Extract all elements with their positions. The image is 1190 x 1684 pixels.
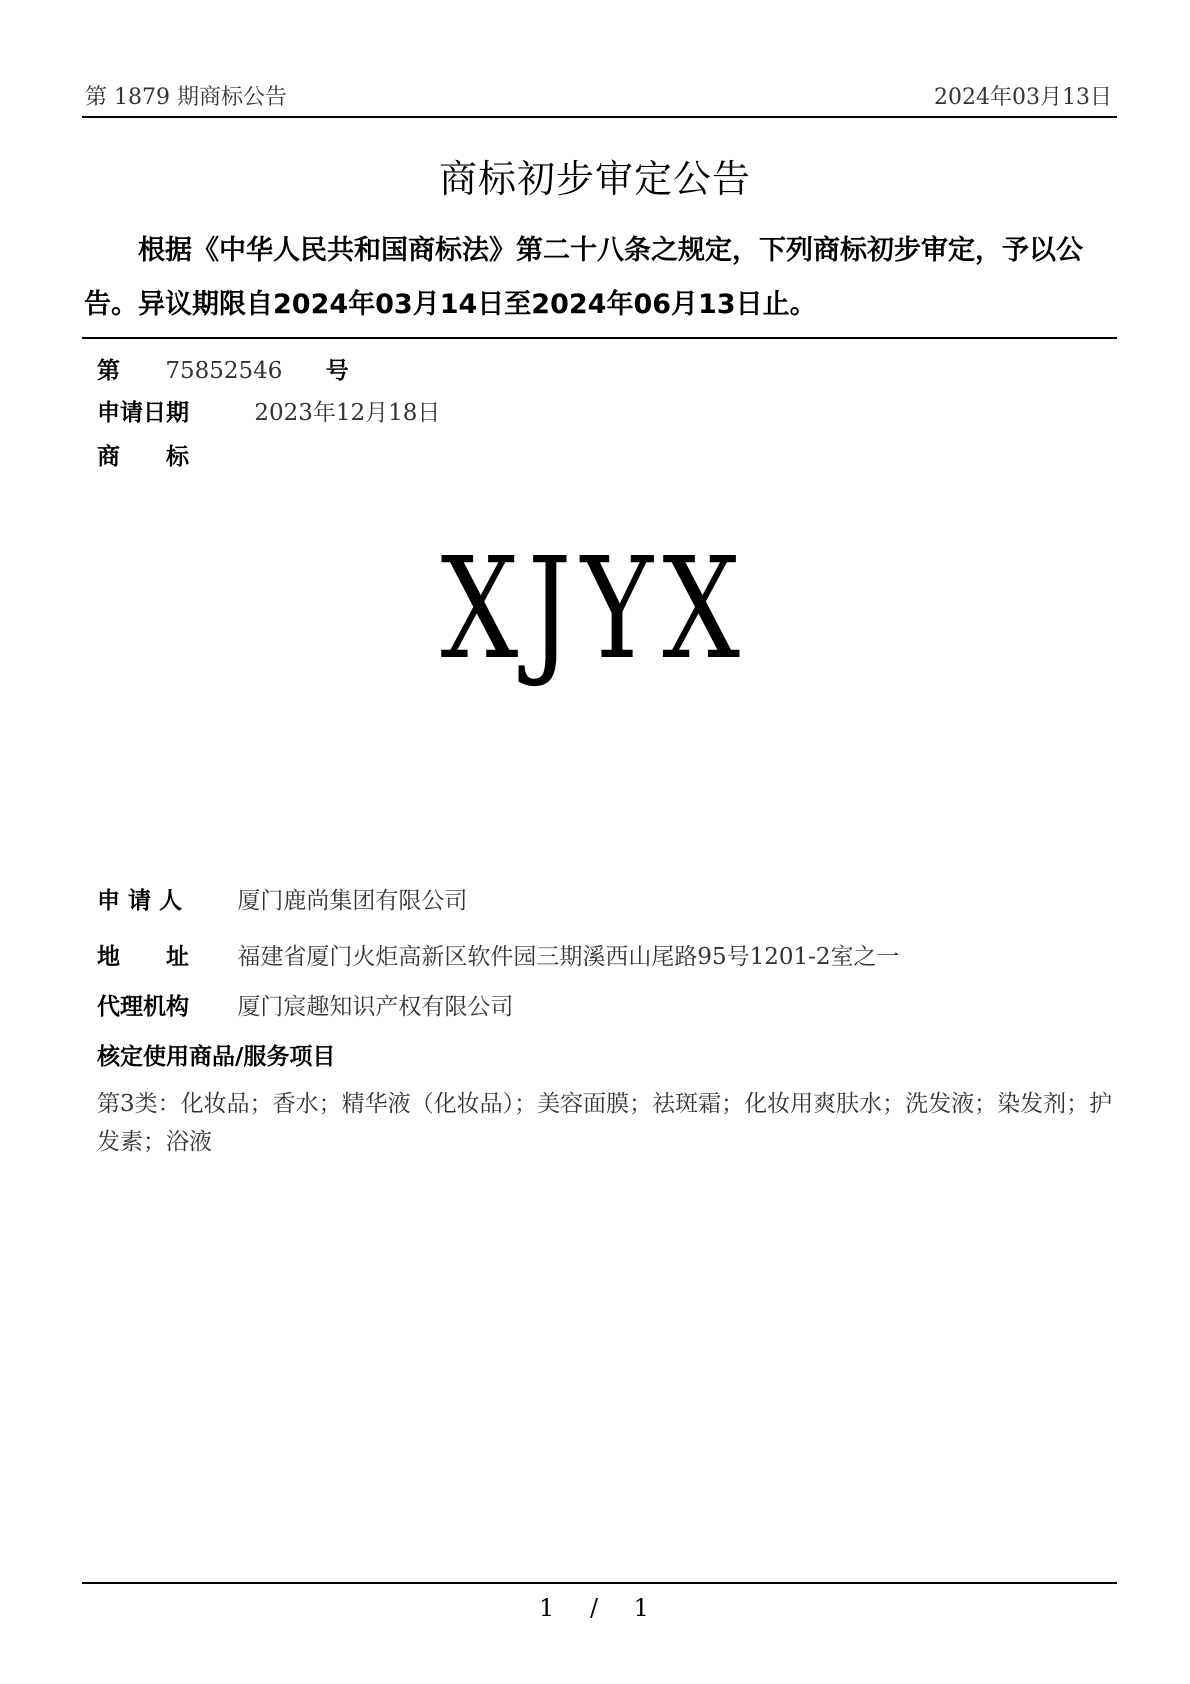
footer-rule [82, 1582, 1117, 1584]
registration-prefix: 第 [97, 358, 120, 384]
mark-row [97, 438, 189, 471]
address-row [97, 938, 900, 971]
trademark-text: XJYX [440, 528, 750, 691]
mark-label: 商 标 [97, 444, 189, 470]
agency-value: 厦门宸趣知识产权有限公司 [237, 994, 514, 1020]
applicant-row [97, 882, 467, 915]
applicant-label: 申 请 人 [97, 888, 183, 914]
header-rule [82, 116, 1117, 118]
issue-number: 第 1879 期商标公告 [85, 85, 287, 110]
publication-date: 2024年03月13日 [934, 85, 1112, 110]
goods-heading-row [97, 1038, 335, 1071]
section-rule [82, 337, 1117, 339]
page-number: 1 / 1 [539, 1594, 651, 1622]
goods-list: 第3类：化妆品；香水；精华液（化妆品）；美容面膜；祛斑霜；化妆用爽肤水；洗发液；染发剂；护发素；浴液 [97, 1091, 1113, 1155]
address-label: 地 址 [97, 944, 189, 970]
intro-paragraph: 根据《中华人民共和国商标法》第二十八条之规定，下列商标初步审定，予以公告。异议期限自2024年03月14日至2024年06月13日止。 [84, 235, 1083, 320]
goods-label: 核定使用商品/服务项目 [97, 1044, 336, 1070]
address-value: 福建省厦门火炬高新区软件园三期溪西山尾路95号1201-2室之一 [237, 944, 900, 970]
agency-row [97, 988, 513, 1021]
applicant-value: 厦门鹿尚集团有限公司 [237, 888, 468, 914]
registration-suffix: 号 [325, 358, 349, 384]
agency-label: 代理机构 [97, 994, 189, 1020]
application-date-row [97, 394, 440, 427]
application-date-label: 申请日期 [97, 400, 189, 426]
page-title: 商标初步审定公告 [438, 157, 751, 201]
registration-number-row [97, 352, 349, 385]
registration-number: 75852546 [165, 358, 283, 384]
application-date-value: 2023年12月18日 [254, 400, 441, 426]
